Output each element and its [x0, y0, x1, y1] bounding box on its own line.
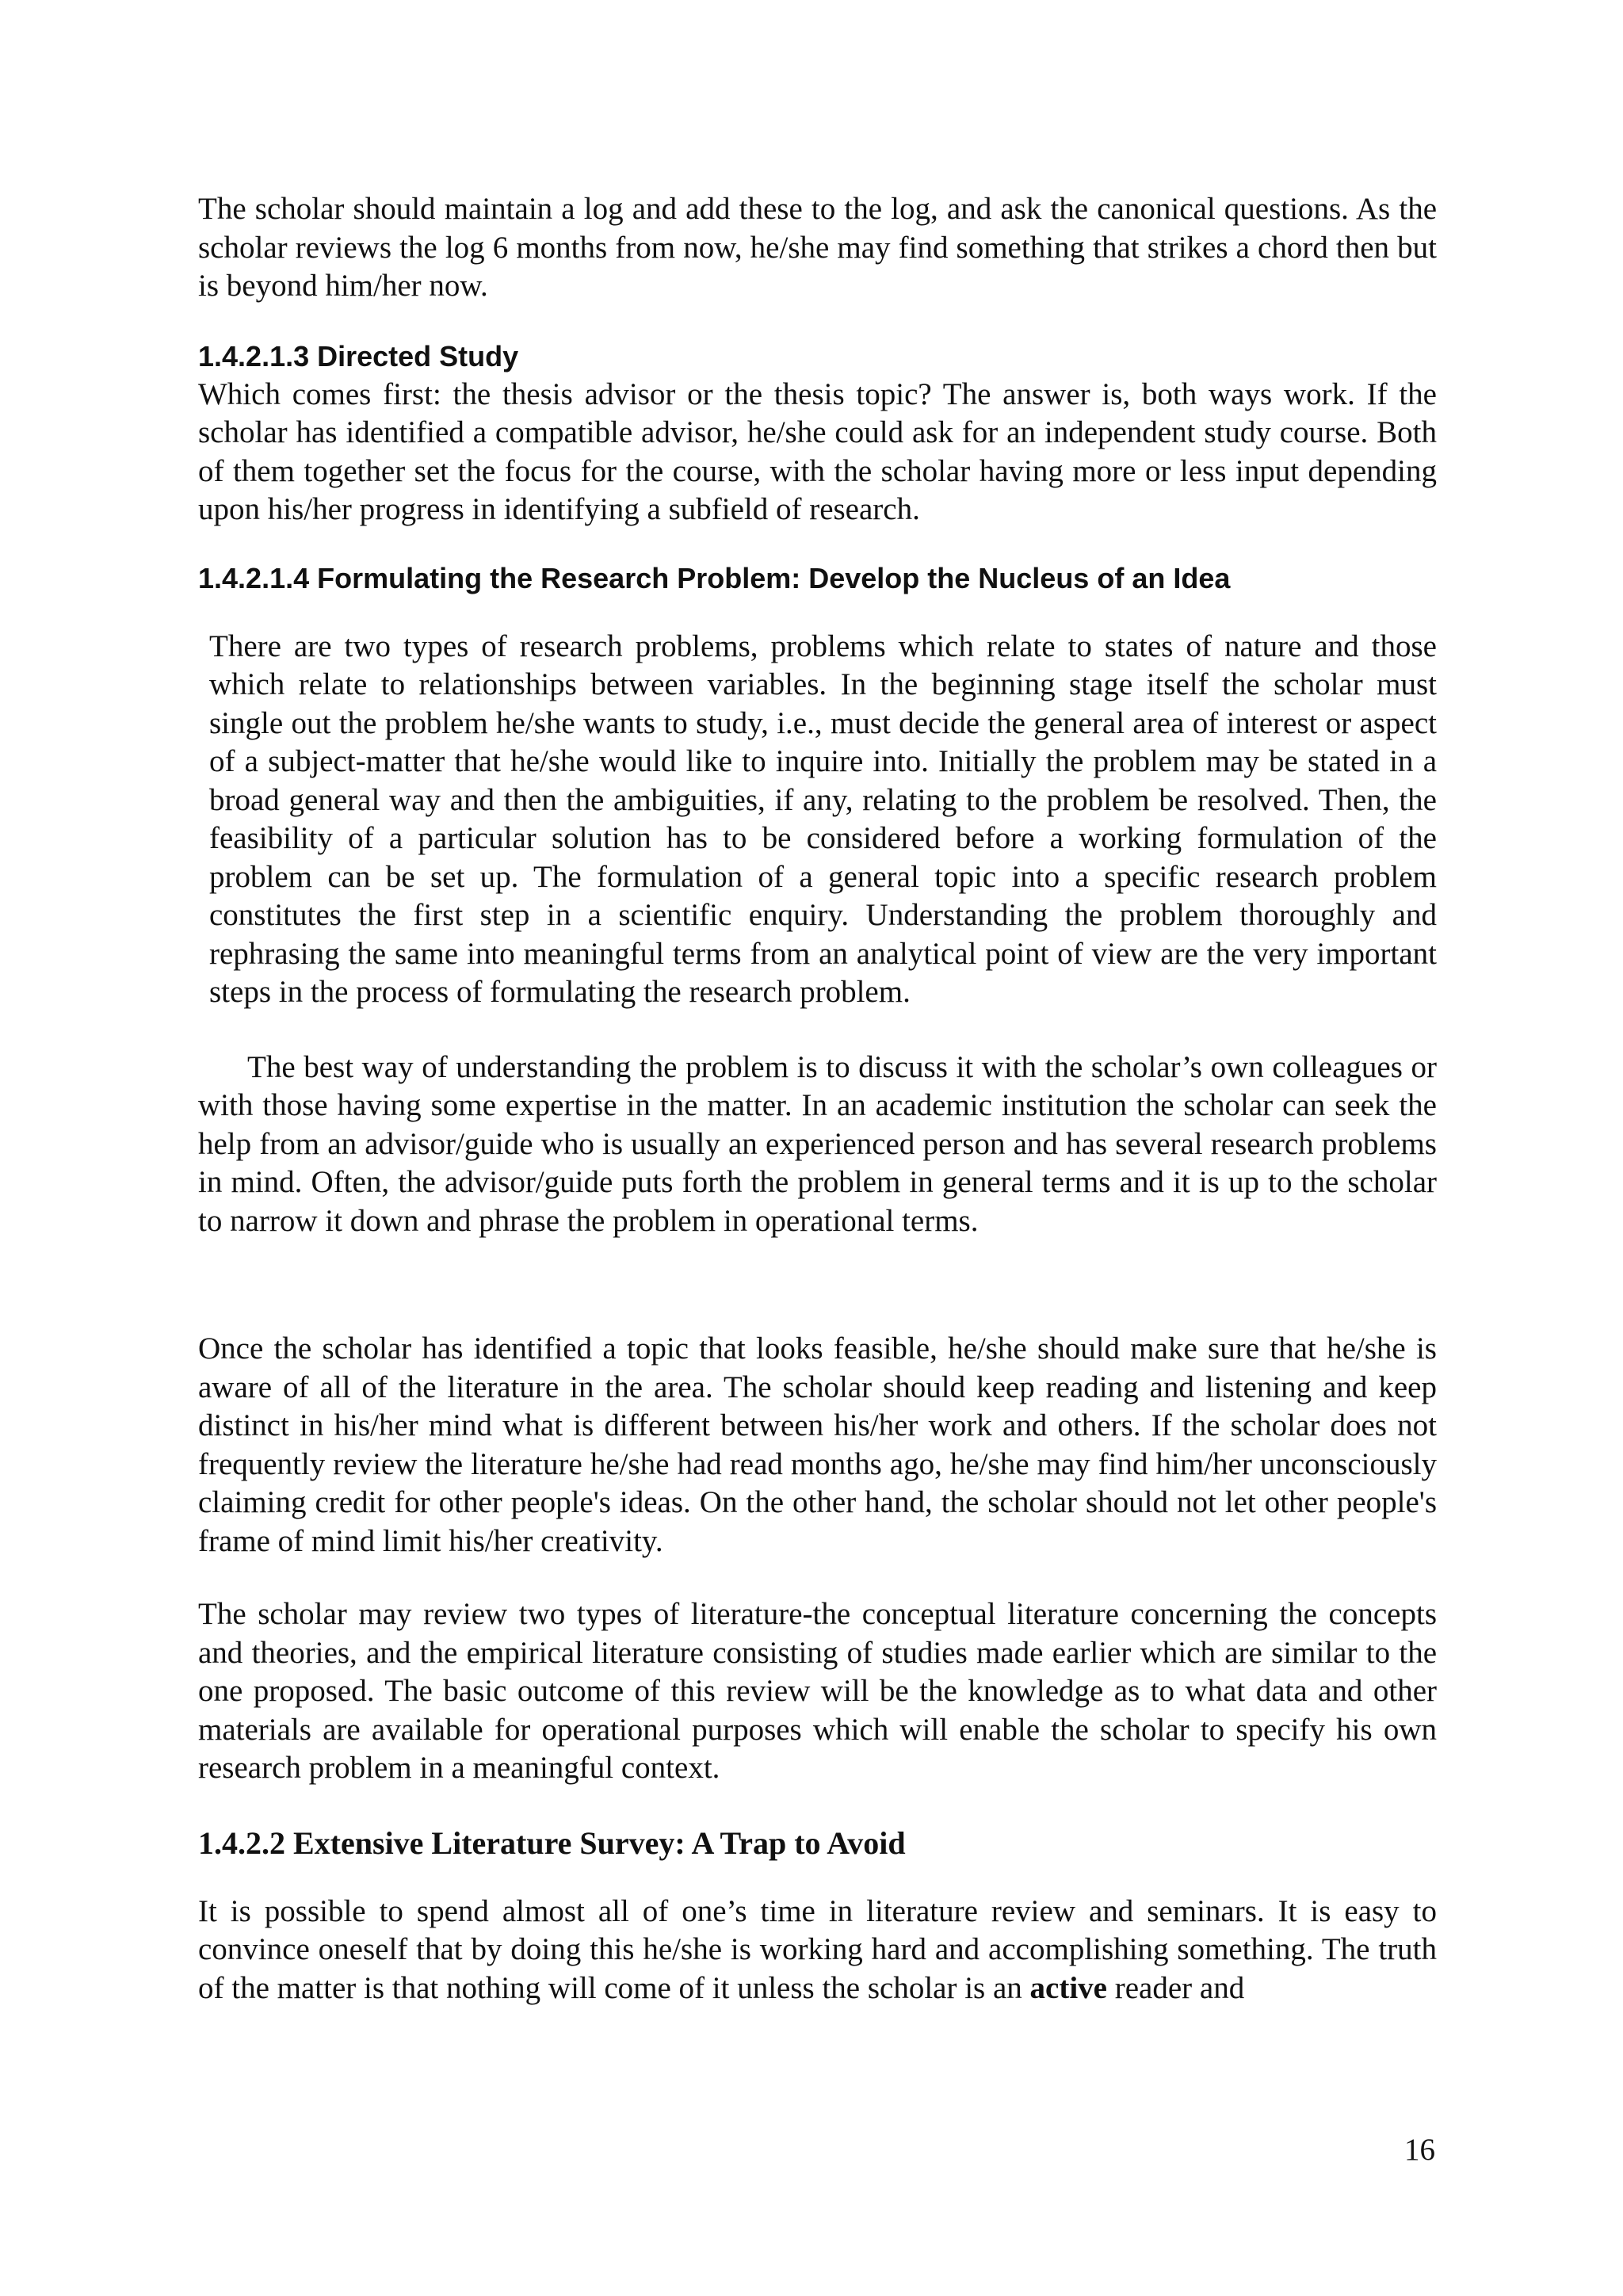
heading-directed-study: 1.4.2.1.3 Directed Study — [198, 339, 519, 372]
paragraph-once-identified: Once the scholar has identified a topic that looks feasible, he/she should make sure that he/she is aware of all of the literature in the area. The scholar should keep reading and listening and keep distinct in his/her mind what is different between his/her work and others. If the scholar does not frequently review the literature he/she had read months ago, he/she may find him/her unconsciously claiming credit for other people's ideas. On the other hand, the scholar should not let other people's frame of mind limit his/her creativity. — [198, 1331, 1437, 1558]
paragraph-directed-study: Which comes first: the thesis advisor or the thesis topic? The answer is, both ways work. If the scholar has identified a compatible advisor, he/she could ask for an independent study course. Both of them together set the focus for the course, with the scholar having more or less input depending upon his/her progress in identifying a subfield of research. — [198, 376, 1437, 526]
paragraph-types-of-problems: There are two types of research problems, problems which relate to states of nature and those which relate to relationships between variables. In the beginning stage itself the scholar must single out the problem he/she wants to study, i.e., must decide the general area of interest or aspect of a subject-matter that he/she would like to inquire into. Initially the problem may be stated in a broad general way and then the ambiguities, if any, relating to the problem be resolved. Then, the feasibility of a particular solution has to be considered before a working formulation of the problem can be set up. The formulation of a general topic into a specific research problem constitutes the first step in a scientific enquiry. Understanding the problem thoroughly and rephrasing the same into meaningful terms from an analytical point of view are the very important steps in the process of formulating the research problem. — [209, 628, 1437, 1009]
survey-text-start: It is possible to spend almost all of one’s time in literature review and seminars. It is easy to convince oneself that by doing this he/she is working hard and accomplishing something. The truth of the matter is that nothing will come of it unless the scholar is an — [198, 1893, 1437, 2005]
paragraph-best-way: The best way of understanding the problem is to discuss it with the scholar’s own colleagues or with those having some expertise in the matter. In an academic institution the scholar can seek the help from an advisor/guide who is usually an experienced person and has several research problems in mind. Often, the advisor/guide puts forth the problem in general terms and it is up to the scholar to narrow it down and phrase the problem in operational terms. — [198, 1049, 1437, 1238]
paragraph-log: The scholar should maintain a log and add these to the log, and ask the canonical questions. As the scholar reviews the log 6 months from now, he/she may find something that strikes a chord then but is beyond him/her now. — [198, 192, 1437, 303]
survey-text-end: reader and — [1107, 1970, 1245, 2005]
paragraph-two-types-literature: The scholar may review two types of literature-the conceptual literature concerning the concepts and theories, and the empirical literature consisting of studies made earlier which are similar to the one proposed. The basic outcome of this review will be the knowledge as to what data and other materials are available for operational purposes which will enable the scholar to specify his own research problem in a meaningful context. — [198, 1597, 1437, 1785]
document-page — [198, 190, 1437, 2008]
page-number: 16 — [1404, 2133, 1435, 2167]
heading-literature-survey: 1.4.2.2 Extensive Literature Survey: A Trap to Avoid — [198, 1824, 906, 1861]
paragraph-literature-survey — [198, 1893, 1437, 2008]
survey-text-bold: active — [1029, 1970, 1107, 2005]
heading-formulating-research-problem: 1.4.2.1.4 Formulating the Research Problem: Develop the Nucleus of an Idea — [198, 561, 1231, 594]
